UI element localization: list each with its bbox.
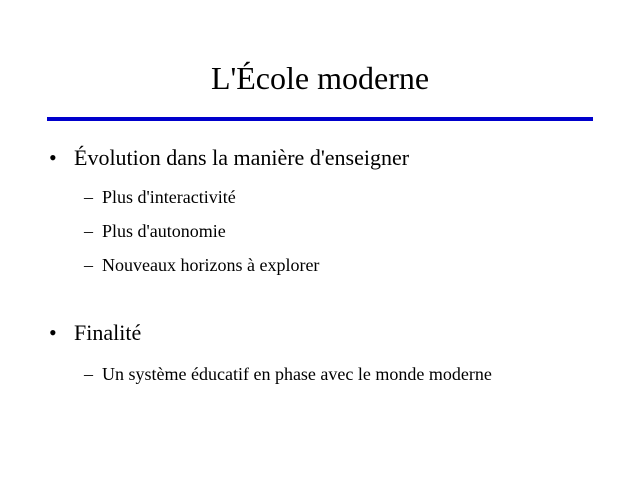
sub-bullet-text: Un système éducatif en phase avec le monde moderne [102,364,492,384]
slide-title: L'École moderne [210,60,430,96]
bullet-text: Évolution dans la manière d'enseigner [74,145,410,170]
sub-bullet-text: Plus d'autonomie [102,221,226,241]
dash-icon: – [84,187,93,207]
bullet-text: Finalité [74,320,142,345]
sub-bullet-text: Plus d'interactivité [102,187,236,207]
dash-icon: – [84,255,93,275]
dash-icon: – [84,221,93,241]
dash-icon: – [84,364,93,384]
title-underline [47,117,593,121]
bullet-icon: • [49,320,57,345]
sub-bullet-text: Nouveaux horizons à explorer [102,255,320,275]
bullet-icon: • [49,145,57,170]
